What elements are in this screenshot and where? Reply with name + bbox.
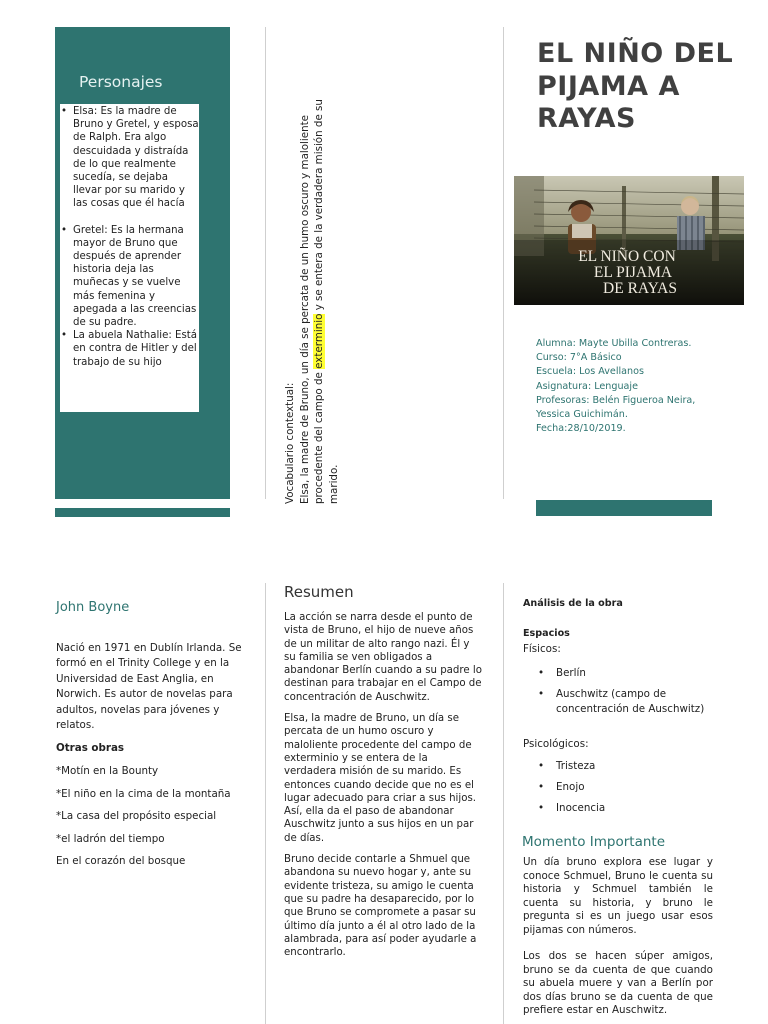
cover-image — [514, 176, 744, 305]
column-divider — [265, 27, 266, 499]
resumen-body — [284, 611, 482, 967]
cover-illustration — [514, 176, 744, 305]
column-divider — [265, 583, 266, 1024]
cover-text-line3: DE RAYAS — [603, 280, 677, 297]
book-title: EL NIÑO DEL PIJAMA A RAYAS — [537, 38, 734, 134]
obra-item: *Motín en la Bounty — [56, 765, 159, 777]
psicologicos-label: Psicológicos: — [523, 738, 589, 750]
vocabulario-highlight: exterminio — [313, 313, 326, 369]
resumen-title: Resumen — [284, 583, 354, 601]
cover-text-line1: EL NIÑO CON — [578, 248, 676, 265]
personaje-item-elsa: • Elsa: Es la madre de Bruno y Gretel, y esposa de Ralph. Era algo descuidada y distraída de lo que realmente sucedía, se dejaba llevar por su marido y las cosas que él hacía — [60, 105, 199, 211]
resumen-paragraph: Bruno decide contarle a Shmuel que abandona su nuevo hogar y, ante su evidente tristeza, su amigo le cuenta que su padre ha desaparecido, por lo que Bruno se compromete a pasar su último día junto a él al otro lado de la alambrada, para así poder ayudarle a encontrarlo. — [284, 854, 477, 959]
column-divider — [503, 583, 504, 1024]
personajes-title: Personajes — [79, 73, 163, 91]
vocabulario-text-after: y se entera de la verdadera misión de su marido. — [313, 99, 340, 504]
decorative-bar-left — [55, 508, 230, 517]
obra-item: *La casa del propósito especial — [56, 810, 217, 822]
vocabulario-label: Vocabulario contextual: — [284, 382, 296, 504]
column-divider — [503, 27, 504, 499]
espacios-title: Espacios — [523, 628, 570, 639]
personaje-item-nathalie: • La abuela Nathalie: Está en contra de Hitler y del trabajo de su hijo — [60, 329, 199, 369]
obras-title: Otras obras — [56, 742, 125, 754]
momento-body — [523, 856, 713, 1024]
momento-title: Momento Importante — [522, 834, 665, 850]
psicologico-item: • Tristeza — [523, 759, 713, 775]
resumen-paragraph: Elsa, la madre de Bruno, un día se percata de un humo oscuro y maloliente procedente del campo de exterminio y se entera de la verdadera misión de su marido. Es entonces cuando decide que no es el lugar adecuado para criar a sus hijos. Así, ella da el paso de abandonar Auschwitz junto a sus hijos en un par de días. — [284, 713, 476, 844]
resumen-paragraph: La acción se narra desde el punto de vista de Bruno, el hijo de nueve años de un militar de alto rango nazi. Él y su familia se ven obligados a abandonar Berlín cuando a su padre lo destinan para trabajar en el Campo de concentración de Auschwitz. — [284, 612, 482, 703]
momento-paragraph: Un día bruno explora ese lugar y conoce Schmuel, Bruno le cuenta su historia y Schmuel también le cuenta su historia, y bruno le pregunta si es un juego usar esos pijamas con números. — [523, 856, 713, 936]
personaje-item-gretel: • Gretel: Es la hermana mayor de Bruno que después de aprender historia deja las muñecas y se vuelve más femenina y apegada a las creencias de su padre. — [60, 224, 199, 330]
info-alumna: Alumna: Mayte Ubilla Contreras. — [536, 338, 692, 349]
student-info — [536, 337, 716, 436]
vocabulario-text — [298, 64, 342, 504]
psicologicos-list — [523, 759, 713, 822]
psicologico-item: • Inocencia — [523, 801, 713, 817]
info-fecha: Fecha:28/10/2019. — [536, 423, 626, 435]
info-escuela: Escuela: Los Avellanos — [536, 366, 644, 378]
obra-item: En el corazón del bosque — [56, 855, 186, 867]
author-bio: Nació en 1971 en Dublín Irlanda. Se formó en el Trinity College y en la Universidad de East Anglia, en Norwich. Es autor de novelas para adultos, novelas para jóvenes y relatos. — [56, 642, 242, 732]
vocabulario-block — [283, 64, 353, 504]
fisico-item: • Berlín — [523, 666, 713, 682]
analisis-title: Análisis de la obra — [523, 598, 623, 609]
info-asignatura: Asignatura: Lenguaje — [536, 380, 638, 392]
vocabulario-rotated-text — [283, 64, 341, 504]
personajes-list-box — [60, 104, 199, 412]
obra-item: *el ladrón del tiempo — [56, 832, 165, 845]
info-curso: Curso: 7°A Básico — [536, 352, 622, 364]
fisicos-label: Físicos: — [523, 643, 561, 655]
personajes-list — [60, 104, 199, 369]
obras-list — [56, 764, 256, 877]
fisico-item: • Auschwitz (campo de concentración de Auschwitz) — [523, 687, 713, 718]
cover-text-line2: EL PIJAMA — [593, 264, 673, 281]
obra-item: *El niño en la cima de la montaña — [56, 787, 231, 800]
momento-paragraph: Los dos se hacen súper amigos, bruno se da cuenta de que cuando su abuela muere y van a Berlín por dos días bruno se da cuenta de que prefiere estar en Auschwitz. — [523, 950, 713, 1016]
author-name: John Boyne — [56, 600, 130, 615]
psicologico-item: • Enojo — [523, 780, 713, 796]
decorative-bar-right — [536, 500, 712, 516]
info-profesoras: Profesoras: Belén Figueroa Neira, Yessica Guichimán. — [536, 394, 696, 421]
fisicos-list — [523, 666, 713, 723]
vocabulario-text-before: Elsa, la madre de Bruno, un día se percata de un humo oscuro y maloliente procedente del campo de — [298, 115, 326, 504]
